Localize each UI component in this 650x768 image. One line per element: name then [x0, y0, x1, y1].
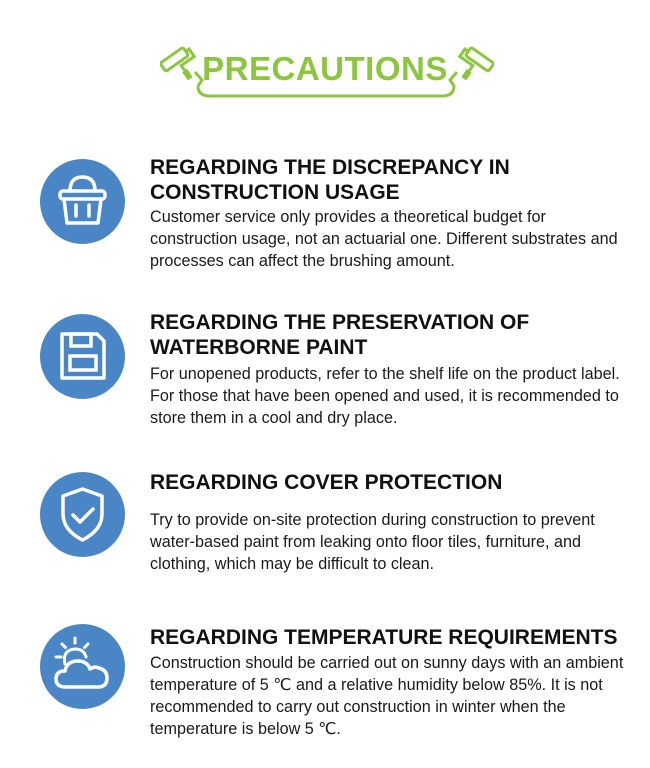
item-heading-line: REGARDING TEMPERATURE REQUIREMENTS [150, 626, 618, 649]
item-body: Customer service only provides a theoretical budget for construction usage, not an actuarial one. Different substrates and processes can affect the brushing amount. [150, 208, 618, 270]
icon-badge [40, 314, 125, 399]
icon-badge [40, 159, 125, 244]
precaution-item-preservation [0, 305, 650, 445]
item-heading-line: REGARDING THE DISCREPANCY IN [150, 156, 510, 179]
page-header [0, 0, 650, 110]
icon-badge [40, 472, 125, 557]
precaution-item-temperature [0, 622, 650, 762]
item-heading [150, 625, 630, 650]
item-heading [150, 310, 630, 360]
item-body: Construction should be carried out on sunny days with an ambient temperature of 5 ℃ and a relative humidity below 85%. It is not recommended to carry out construction in winter when the temperature is below 5 ℃. [150, 654, 624, 738]
item-heading [150, 470, 630, 495]
precaution-item-cover-protection [0, 465, 650, 595]
shield-check-icon [40, 472, 125, 557]
item-heading [150, 155, 630, 205]
precaution-item-usage [0, 150, 650, 290]
item-heading-line: CONSTRUCTION USAGE [150, 181, 400, 204]
icon-badge [40, 624, 125, 709]
item-body: For unopened products, refer to the shelf life on the product label. For those that have been opened and used, it is recommended to store them in a cool and dry place. [150, 365, 620, 427]
item-heading-line: REGARDING THE PRESERVATION OF [150, 311, 530, 334]
floppy-disk-icon [40, 314, 125, 399]
item-heading-line: REGARDING COVER PROTECTION [150, 471, 503, 494]
page-title: PRECAUTIONS [202, 50, 448, 87]
basket-icon [40, 159, 125, 244]
item-heading-line: WATERBORNE PAINT [150, 336, 368, 359]
item-body: Try to provide on-site protection during construction to prevent water-based paint from leaking onto floor tiles, furniture, and clothing, which may be difficult to clean. [150, 511, 595, 573]
sun-cloud-icon [40, 624, 125, 709]
